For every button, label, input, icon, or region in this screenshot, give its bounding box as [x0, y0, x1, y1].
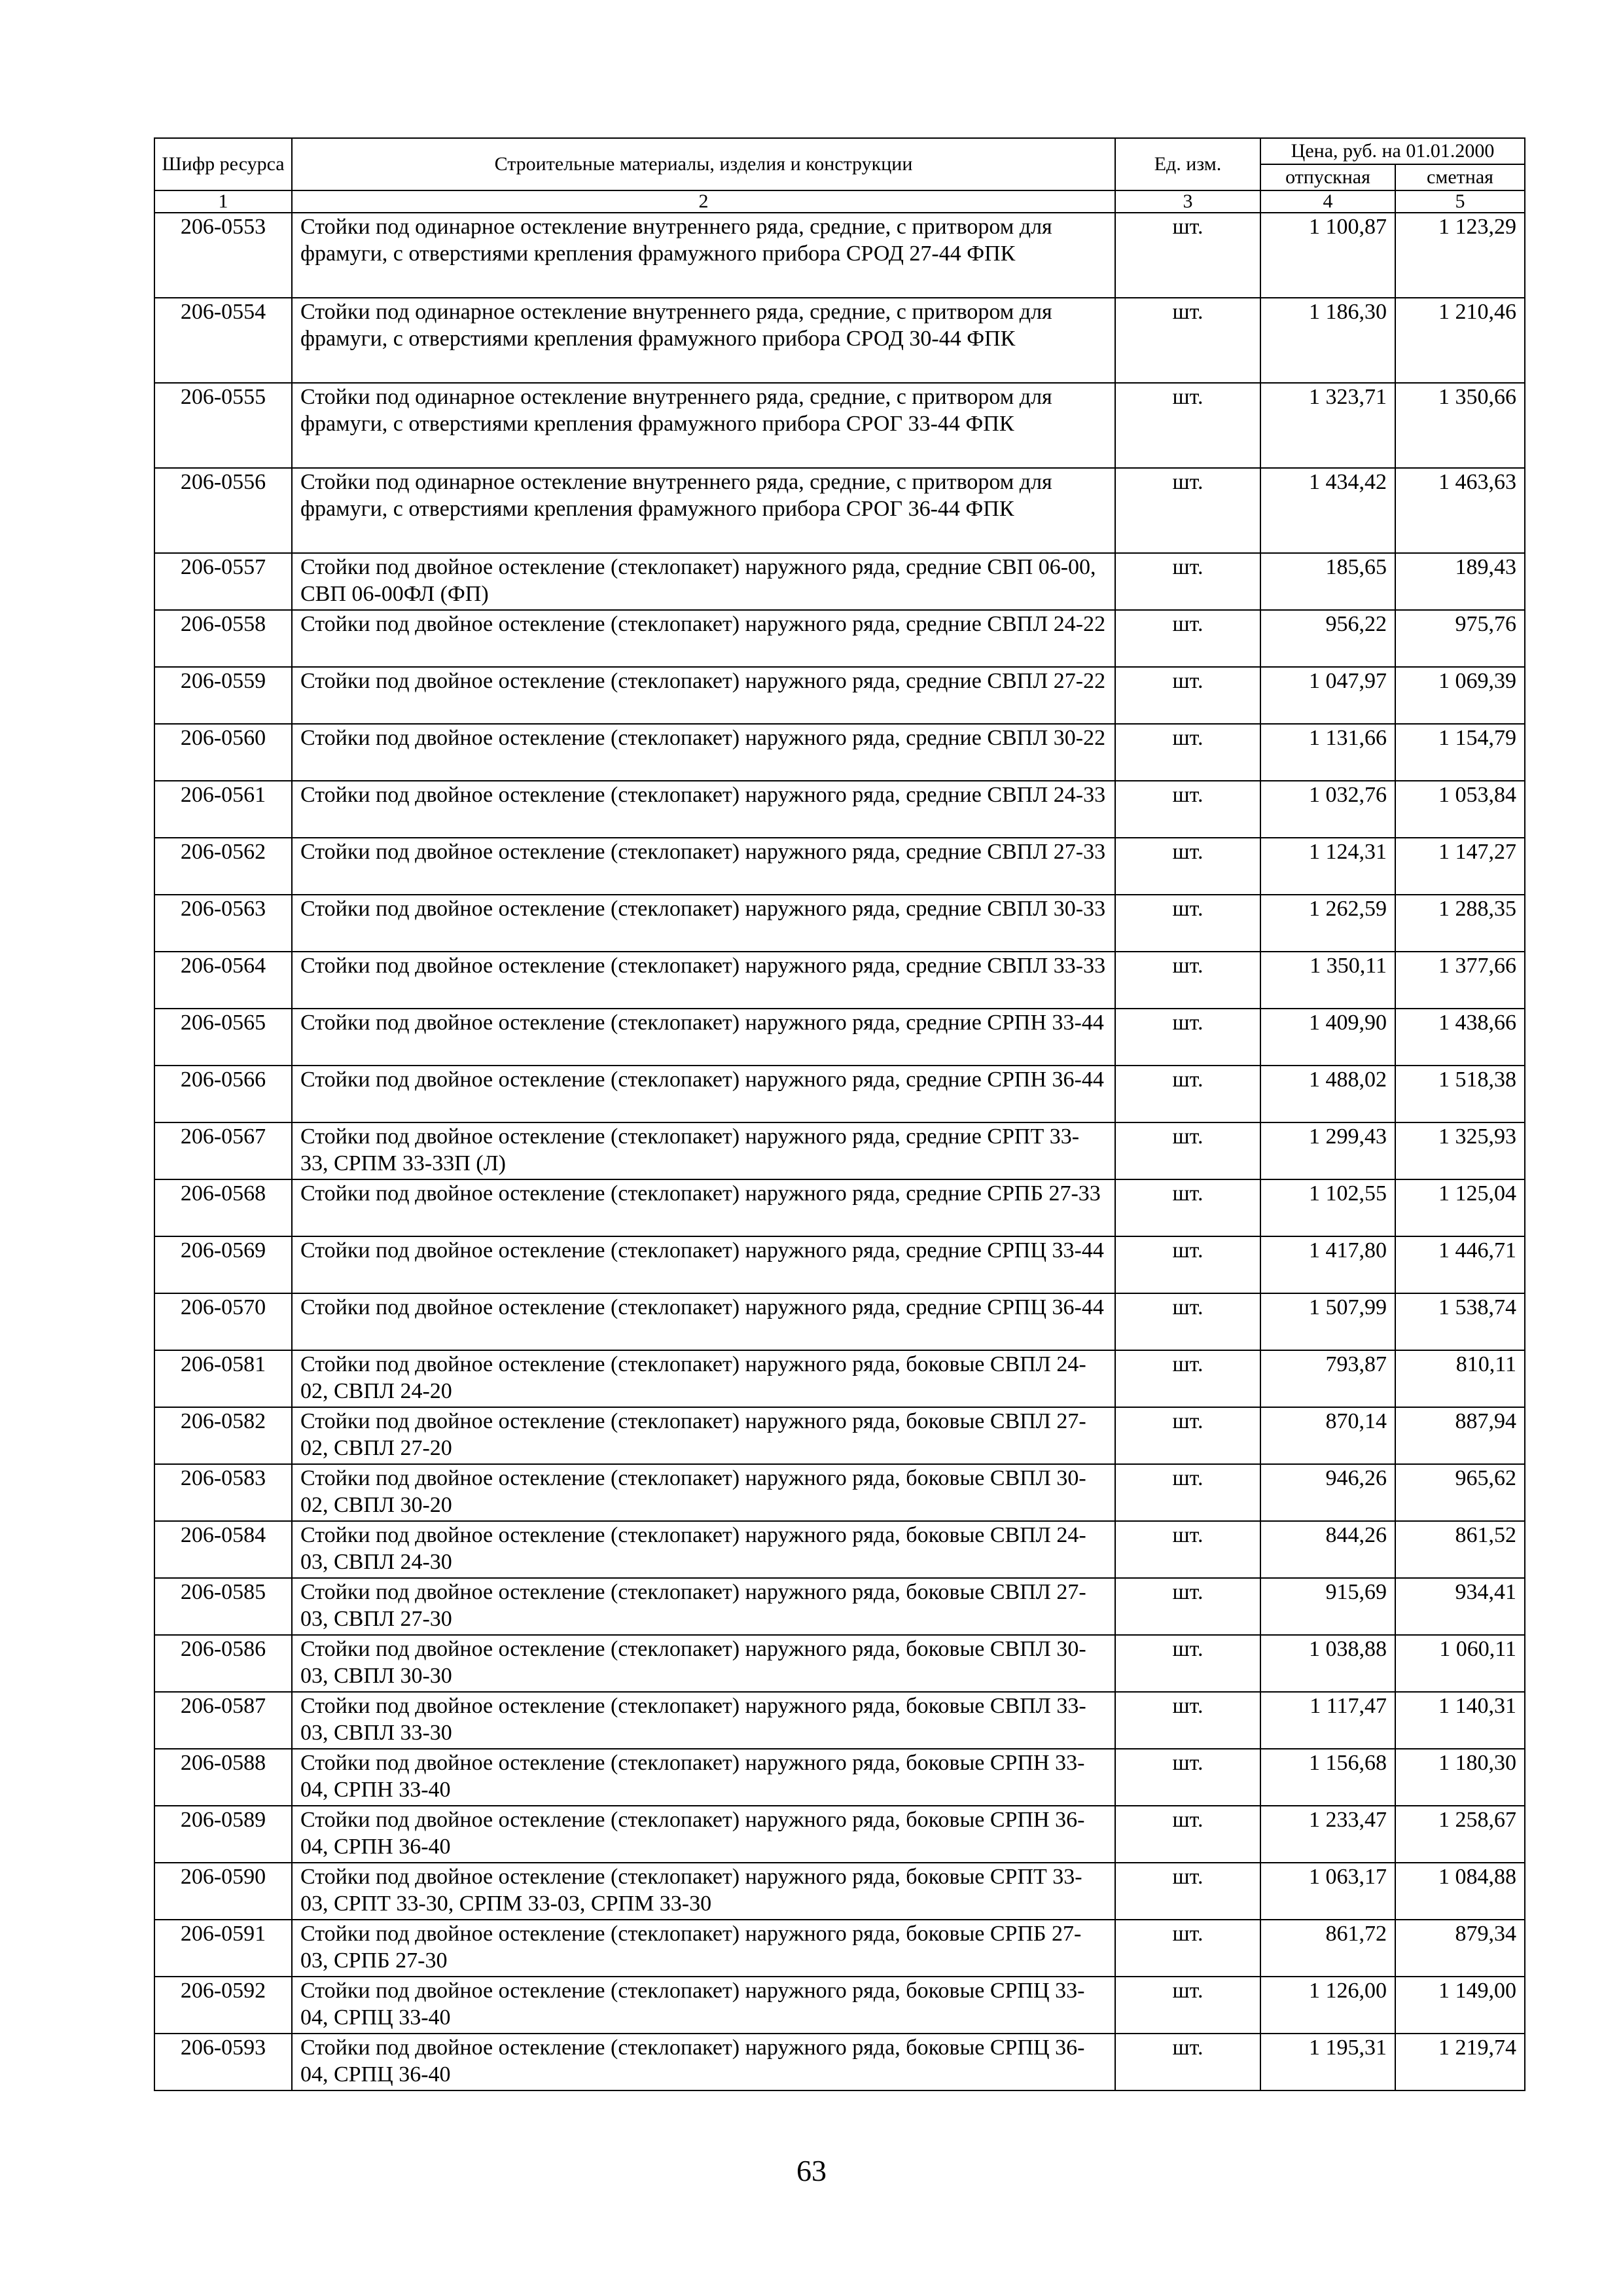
estimate-price: 1 084,88 [1395, 1863, 1525, 1920]
material-description: Стойки под двойное остекление (стеклопакет) наружного ряда, боковые СВПЛ 24-03, СВПЛ 24-30 [292, 1521, 1115, 1578]
unit-of-measure: шт. [1115, 468, 1260, 553]
table-row [154, 1521, 1525, 1578]
resource-code: 206-0560 [154, 724, 292, 781]
table-row [154, 610, 1525, 667]
material-description: Стойки под одинарное остекление внутреннего ряда, средние, с притвором для фрамуги, с отверстиями крепления фрамужного прибора СРОГ 36-44 ФПК [292, 468, 1115, 553]
resource-code: 206-0553 [154, 213, 292, 298]
estimate-price: 1 446,71 [1395, 1236, 1525, 1293]
release-price: 844,26 [1260, 1521, 1395, 1578]
table-row [154, 1066, 1525, 1122]
estimate-price: 1 140,31 [1395, 1692, 1525, 1749]
estimate-price: 934,41 [1395, 1578, 1525, 1635]
resource-code: 206-0583 [154, 1464, 292, 1521]
resource-code: 206-0566 [154, 1066, 292, 1122]
resource-code: 206-0591 [154, 1920, 292, 1977]
release-price: 1 038,88 [1260, 1635, 1395, 1692]
unit-of-measure: шт. [1115, 213, 1260, 298]
table-row [154, 1806, 1525, 1863]
table-row [154, 1407, 1525, 1464]
release-price: 1 323,71 [1260, 383, 1395, 468]
table-row [154, 895, 1525, 952]
material-description: Стойки под одинарное остекление внутреннего ряда, средние, с притвором для фрамуги, с отверстиями крепления фрамужного прибора СРОГ 33-44 ФПК [292, 383, 1115, 468]
unit-of-measure: шт. [1115, 1692, 1260, 1749]
estimate-price: 189,43 [1395, 553, 1525, 610]
unit-of-measure: шт. [1115, 1920, 1260, 1977]
column-number: 3 [1115, 190, 1260, 213]
table-body [154, 213, 1525, 2090]
header-release-price: отпускная [1260, 164, 1395, 190]
estimate-price: 1 325,93 [1395, 1122, 1525, 1179]
resource-code: 206-0585 [154, 1578, 292, 1635]
material-description: Стойки под одинарное остекление внутреннего ряда, средние, с притвором для фрамуги, с отверстиями крепления фрамужного прибора СРОД 27-44 ФПК [292, 213, 1115, 298]
unit-of-measure: шт. [1115, 1122, 1260, 1179]
table-row [154, 1350, 1525, 1407]
estimate-price: 1 069,39 [1395, 667, 1525, 724]
unit-of-measure: шт. [1115, 1578, 1260, 1635]
table-row [154, 1749, 1525, 1806]
unit-of-measure: шт. [1115, 383, 1260, 468]
release-price: 1 100,87 [1260, 213, 1395, 298]
material-description: Стойки под двойное остекление (стеклопакет) наружного ряда, средние СРПН 36-44 [292, 1066, 1115, 1122]
table-row [154, 1977, 1525, 2034]
material-description: Стойки под двойное остекление (стеклопакет) наружного ряда, средние СВПЛ 33-33 [292, 952, 1115, 1009]
unit-of-measure: шт. [1115, 1350, 1260, 1407]
unit-of-measure: шт. [1115, 838, 1260, 895]
resource-code: 206-0556 [154, 468, 292, 553]
table-row [154, 1293, 1525, 1350]
estimate-price: 1 123,29 [1395, 213, 1525, 298]
material-description: Стойки под одинарное остекление внутреннего ряда, средние, с притвором для фрамуги, с отверстиями крепления фрамужного прибора СРОД 30-44 ФПК [292, 298, 1115, 383]
resource-code: 206-0555 [154, 383, 292, 468]
header-price: Цена, руб. на 01.01.2000 [1260, 138, 1525, 164]
material-description: Стойки под двойное остекление (стеклопакет) наружного ряда, средние СРПТ 33-33, СРПМ 33-33П (Л) [292, 1122, 1115, 1179]
material-description: Стойки под двойное остекление (стеклопакет) наружного ряда, средние СВПЛ 24-22 [292, 610, 1115, 667]
material-description: Стойки под двойное остекление (стеклопакет) наружного ряда, средние СВПЛ 24-33 [292, 781, 1115, 838]
unit-of-measure: шт. [1115, 1236, 1260, 1293]
estimate-price: 887,94 [1395, 1407, 1525, 1464]
resource-code: 206-0559 [154, 667, 292, 724]
estimate-price: 1 147,27 [1395, 838, 1525, 895]
unit-of-measure: шт. [1115, 895, 1260, 952]
table-row [154, 1009, 1525, 1066]
estimate-price: 1 149,00 [1395, 1977, 1525, 2034]
release-price: 1 417,80 [1260, 1236, 1395, 1293]
estimate-price: 810,11 [1395, 1350, 1525, 1407]
resource-code: 206-0593 [154, 2034, 292, 2090]
release-price: 1 063,17 [1260, 1863, 1395, 1920]
material-description: Стойки под двойное остекление (стеклопакет) наружного ряда, средние СРПБ 27-33 [292, 1179, 1115, 1236]
estimate-price: 1 350,66 [1395, 383, 1525, 468]
table-row [154, 553, 1525, 610]
release-price: 1 047,97 [1260, 667, 1395, 724]
header-materials: Строительные материалы, изделия и конструкции [292, 138, 1115, 190]
resource-code: 206-0568 [154, 1179, 292, 1236]
resource-code: 206-0557 [154, 553, 292, 610]
estimate-price: 1 463,63 [1395, 468, 1525, 553]
material-description: Стойки под двойное остекление (стеклопакет) наружного ряда, боковые СРПБ 27-03, СРПБ 27-30 [292, 1920, 1115, 1977]
release-price: 1 126,00 [1260, 1977, 1395, 2034]
resource-code: 206-0592 [154, 1977, 292, 2034]
release-price: 1 262,59 [1260, 895, 1395, 952]
table-row [154, 2034, 1525, 2090]
table-row [154, 952, 1525, 1009]
resource-code: 206-0588 [154, 1749, 292, 1806]
material-description: Стойки под двойное остекление (стеклопакет) наружного ряда, боковые СРПЦ 33-04, СРПЦ 33-40 [292, 1977, 1115, 2034]
unit-of-measure: шт. [1115, 1749, 1260, 1806]
column-number: 1 [154, 190, 292, 213]
unit-of-measure: шт. [1115, 298, 1260, 383]
release-price: 1 488,02 [1260, 1066, 1395, 1122]
estimate-price: 1 377,66 [1395, 952, 1525, 1009]
release-price: 793,87 [1260, 1350, 1395, 1407]
material-description: Стойки под двойное остекление (стеклопакет) наружного ряда, боковые СВПЛ 24-02, СВПЛ 24-20 [292, 1350, 1115, 1407]
estimate-price: 861,52 [1395, 1521, 1525, 1578]
estimate-price: 1 053,84 [1395, 781, 1525, 838]
estimate-price: 1 154,79 [1395, 724, 1525, 781]
column-number: 4 [1260, 190, 1395, 213]
release-price: 946,26 [1260, 1464, 1395, 1521]
material-description: Стойки под двойное остекление (стеклопакет) наружного ряда, боковые СРПН 33-04, СРПН 33-40 [292, 1749, 1115, 1806]
release-price: 1 102,55 [1260, 1179, 1395, 1236]
resource-code: 206-0567 [154, 1122, 292, 1179]
unit-of-measure: шт. [1115, 1806, 1260, 1863]
release-price: 1 409,90 [1260, 1009, 1395, 1066]
release-price: 1 124,31 [1260, 838, 1395, 895]
resource-code: 206-0584 [154, 1521, 292, 1578]
material-description: Стойки под двойное остекление (стеклопакет) наружного ряда, средние СВПЛ 27-22 [292, 667, 1115, 724]
header-estimate-price: сметная [1395, 164, 1525, 190]
resource-code: 206-0581 [154, 1350, 292, 1407]
estimate-price: 1 288,35 [1395, 895, 1525, 952]
estimate-price: 879,34 [1395, 1920, 1525, 1977]
estimate-price: 1 180,30 [1395, 1749, 1525, 1806]
estimate-price: 1 518,38 [1395, 1066, 1525, 1122]
unit-of-measure: шт. [1115, 1977, 1260, 2034]
resource-code: 206-0562 [154, 838, 292, 895]
unit-of-measure: шт. [1115, 1009, 1260, 1066]
table-row [154, 1122, 1525, 1179]
unit-of-measure: шт. [1115, 1066, 1260, 1122]
resource-code: 206-0570 [154, 1293, 292, 1350]
table-row [154, 1863, 1525, 1920]
material-description: Стойки под двойное остекление (стеклопакет) наружного ряда, боковые СРПЦ 36-04, СРПЦ 36-40 [292, 2034, 1115, 2090]
resource-code: 206-0561 [154, 781, 292, 838]
header-unit: Ед. изм. [1115, 138, 1260, 190]
estimate-price: 1 258,67 [1395, 1806, 1525, 1863]
table-row [154, 781, 1525, 838]
unit-of-measure: шт. [1115, 724, 1260, 781]
material-description: Стойки под двойное остекление (стеклопакет) наружного ряда, средние СРПЦ 36-44 [292, 1293, 1115, 1350]
release-price: 915,69 [1260, 1578, 1395, 1635]
unit-of-measure: шт. [1115, 667, 1260, 724]
release-price: 1 299,43 [1260, 1122, 1395, 1179]
unit-of-measure: шт. [1115, 2034, 1260, 2090]
table-row [154, 1179, 1525, 1236]
unit-of-measure: шт. [1115, 610, 1260, 667]
estimate-price: 1 210,46 [1395, 298, 1525, 383]
release-price: 861,72 [1260, 1920, 1395, 1977]
resource-code: 206-0563 [154, 895, 292, 952]
resource-code: 206-0564 [154, 952, 292, 1009]
column-number: 5 [1395, 190, 1525, 213]
unit-of-measure: шт. [1115, 781, 1260, 838]
release-price: 1 195,31 [1260, 2034, 1395, 2090]
material-description: Стойки под двойное остекление (стеклопакет) наружного ряда, средние СРПН 33-44 [292, 1009, 1115, 1066]
table-row [154, 838, 1525, 895]
estimate-price: 975,76 [1395, 610, 1525, 667]
estimate-price: 1 438,66 [1395, 1009, 1525, 1066]
estimate-price: 965,62 [1395, 1464, 1525, 1521]
table-row [154, 1692, 1525, 1749]
release-price: 870,14 [1260, 1407, 1395, 1464]
table-row [154, 468, 1525, 553]
estimate-price: 1 125,04 [1395, 1179, 1525, 1236]
material-description: Стойки под двойное остекление (стеклопакет) наружного ряда, боковые СВПЛ 27-02, СВПЛ 27-20 [292, 1407, 1115, 1464]
table-row [154, 1578, 1525, 1635]
release-price: 1 507,99 [1260, 1293, 1395, 1350]
header-code: Шифр ресурса [154, 138, 292, 190]
material-description: Стойки под двойное остекление (стеклопакет) наружного ряда, средние СВП 06-00, СВП 06-00ФЛ (ФП) [292, 553, 1115, 610]
page-number: 63 [796, 2154, 827, 2187]
estimate-price: 1 219,74 [1395, 2034, 1525, 2090]
table-row [154, 1635, 1525, 1692]
release-price: 185,65 [1260, 553, 1395, 610]
unit-of-measure: шт. [1115, 1407, 1260, 1464]
resource-code: 206-0565 [154, 1009, 292, 1066]
unit-of-measure: шт. [1115, 1464, 1260, 1521]
resource-code: 206-0590 [154, 1863, 292, 1920]
estimate-price: 1 060,11 [1395, 1635, 1525, 1692]
table-row [154, 1236, 1525, 1293]
material-description: Стойки под двойное остекление (стеклопакет) наружного ряда, средние СВПЛ 30-33 [292, 895, 1115, 952]
table-row [154, 667, 1525, 724]
release-price: 1 233,47 [1260, 1806, 1395, 1863]
release-price: 1 434,42 [1260, 468, 1395, 553]
table-row [154, 383, 1525, 468]
release-price: 1 131,66 [1260, 724, 1395, 781]
unit-of-measure: шт. [1115, 553, 1260, 610]
unit-of-measure: шт. [1115, 952, 1260, 1009]
estimate-price: 1 538,74 [1395, 1293, 1525, 1350]
table-row [154, 213, 1525, 298]
material-description: Стойки под двойное остекление (стеклопакет) наружного ряда, боковые СВПЛ 27-03, СВПЛ 27-30 [292, 1578, 1115, 1635]
material-description: Стойки под двойное остекление (стеклопакет) наружного ряда, боковые СРПТ 33-03, СРПТ 33-30, СРПМ 33-03, СРПМ 33-30 [292, 1863, 1115, 1920]
resource-code: 206-0586 [154, 1635, 292, 1692]
resource-code: 206-0582 [154, 1407, 292, 1464]
unit-of-measure: шт. [1115, 1521, 1260, 1578]
release-price: 1 186,30 [1260, 298, 1395, 383]
price-table [154, 137, 1525, 2091]
material-description: Стойки под двойное остекление (стеклопакет) наружного ряда, средние СРПЦ 33-44 [292, 1236, 1115, 1293]
resource-code: 206-0554 [154, 298, 292, 383]
resource-code: 206-0589 [154, 1806, 292, 1863]
unit-of-measure: шт. [1115, 1179, 1260, 1236]
resource-code: 206-0558 [154, 610, 292, 667]
release-price: 956,22 [1260, 610, 1395, 667]
table-row [154, 1464, 1525, 1521]
unit-of-measure: шт. [1115, 1863, 1260, 1920]
material-description: Стойки под двойное остекление (стеклопакет) наружного ряда, боковые СВПЛ 30-02, СВПЛ 30-20 [292, 1464, 1115, 1521]
column-number: 2 [292, 190, 1115, 213]
material-description: Стойки под двойное остекление (стеклопакет) наружного ряда, боковые СРПН 36-04, СРПН 36-40 [292, 1806, 1115, 1863]
release-price: 1 032,76 [1260, 781, 1395, 838]
release-price: 1 117,47 [1260, 1692, 1395, 1749]
unit-of-measure: шт. [1115, 1635, 1260, 1692]
release-price: 1 350,11 [1260, 952, 1395, 1009]
material-description: Стойки под двойное остекление (стеклопакет) наружного ряда, боковые СВПЛ 33-03, СВПЛ 33-30 [292, 1692, 1115, 1749]
resource-code: 206-0587 [154, 1692, 292, 1749]
material-description: Стойки под двойное остекление (стеклопакет) наружного ряда, средние СВПЛ 30-22 [292, 724, 1115, 781]
release-price: 1 156,68 [1260, 1749, 1395, 1806]
table-row [154, 298, 1525, 383]
unit-of-measure: шт. [1115, 1293, 1260, 1350]
table-row [154, 1920, 1525, 1977]
material-description: Стойки под двойное остекление (стеклопакет) наружного ряда, средние СВПЛ 27-33 [292, 838, 1115, 895]
table-row [154, 724, 1525, 781]
resource-code: 206-0569 [154, 1236, 292, 1293]
material-description: Стойки под двойное остекление (стеклопакет) наружного ряда, боковые СВПЛ 30-03, СВПЛ 30-30 [292, 1635, 1115, 1692]
